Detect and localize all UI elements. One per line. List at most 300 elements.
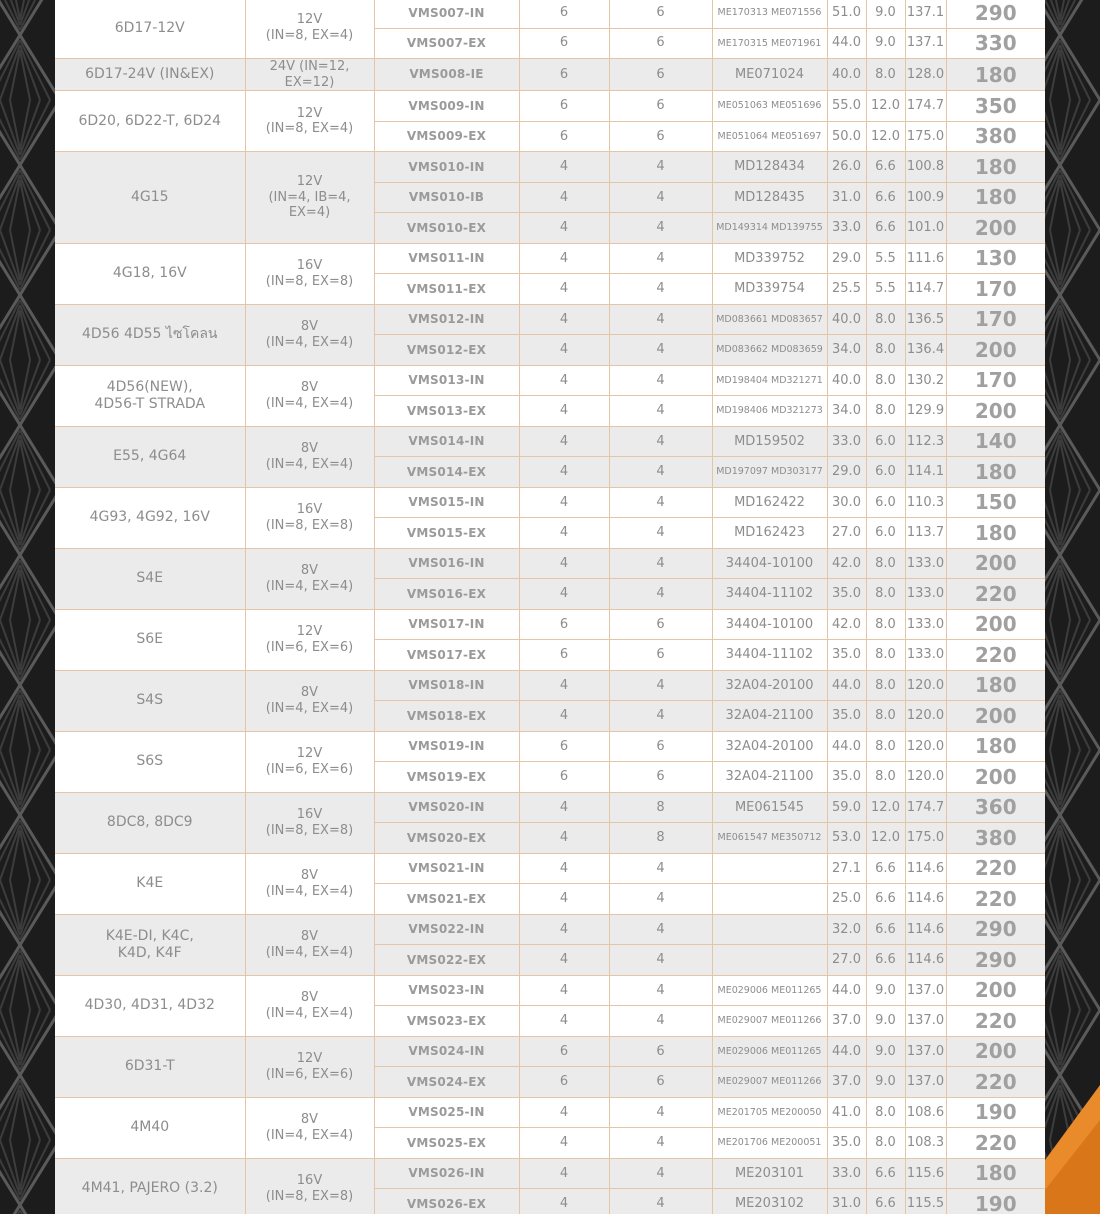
engine-cell: 4D30, 4D31, 4D32 bbox=[55, 975, 245, 1036]
valve-count-cell: 8V (IN=4, EX=4) bbox=[245, 365, 374, 426]
valve-count-cell: 8V (IN=4, EX=4) bbox=[245, 548, 374, 609]
oem-number-cell: ME071024 bbox=[712, 59, 827, 91]
qty-cell: 4 bbox=[519, 152, 609, 183]
engine-cell: 6D20, 6D22-T, 6D24 bbox=[55, 91, 245, 152]
engine-cell: 4G18, 16V bbox=[55, 243, 245, 304]
stem-diameter-cell: 8.0 bbox=[866, 59, 905, 91]
table-row bbox=[55, 731, 1045, 762]
part-number-cell: VMS009-EX bbox=[374, 121, 519, 152]
qty-cell: 4 bbox=[519, 548, 609, 579]
valve-count-cell: 8V (IN=4, EX=4) bbox=[245, 975, 374, 1036]
price-cell: 180 bbox=[946, 518, 1045, 549]
part-number-cell: VMS015-EX bbox=[374, 518, 519, 549]
qty-cell: 4 bbox=[609, 579, 712, 610]
valve-count-cell: 12V (IN=4, IB=4, EX=4) bbox=[245, 152, 374, 244]
qty-cell: 6 bbox=[609, 1067, 712, 1098]
head-diameter-cell: 25.5 bbox=[827, 274, 866, 305]
stem-diameter-cell: 5.5 bbox=[866, 274, 905, 305]
stem-diameter-cell: 8.0 bbox=[866, 304, 905, 335]
oem-number-cell: ME029006 ME011265 bbox=[712, 975, 827, 1006]
head-diameter-cell: 35.0 bbox=[827, 640, 866, 671]
oem-number-cell: MD149314 MD139755 bbox=[712, 213, 827, 244]
part-number-cell: VMS021-IN bbox=[374, 853, 519, 884]
stem-diameter-cell: 8.0 bbox=[866, 579, 905, 610]
stem-diameter-cell: 9.0 bbox=[866, 1006, 905, 1037]
valve-count-cell: 8V (IN=4, EX=4) bbox=[245, 304, 374, 365]
price-cell: 220 bbox=[946, 1128, 1045, 1159]
qty-cell: 4 bbox=[609, 304, 712, 335]
length-cell: 113.7 bbox=[905, 518, 946, 549]
oem-number-cell: ME061547 ME350712 bbox=[712, 823, 827, 854]
price-cell: 150 bbox=[946, 487, 1045, 518]
part-number-cell: VMS022-IN bbox=[374, 914, 519, 945]
length-cell: 114.1 bbox=[905, 457, 946, 488]
table-row bbox=[55, 365, 1045, 396]
part-number-cell: VMS020-EX bbox=[374, 823, 519, 854]
qty-cell: 6 bbox=[519, 731, 609, 762]
length-cell: 128.0 bbox=[905, 59, 946, 91]
table-row bbox=[55, 792, 1045, 823]
head-diameter-cell: 34.0 bbox=[827, 335, 866, 366]
price-cell: 180 bbox=[946, 59, 1045, 91]
price-cell: 200 bbox=[946, 701, 1045, 732]
head-diameter-cell: 34.0 bbox=[827, 396, 866, 427]
oem-number-cell: ME029007 ME011266 bbox=[712, 1006, 827, 1037]
price-cell: 180 bbox=[946, 670, 1045, 701]
stem-diameter-cell: 12.0 bbox=[866, 792, 905, 823]
length-cell: 129.9 bbox=[905, 396, 946, 427]
price-cell: 220 bbox=[946, 1067, 1045, 1098]
qty-cell: 4 bbox=[609, 182, 712, 213]
price-cell: 220 bbox=[946, 853, 1045, 884]
qty-cell: 8 bbox=[609, 792, 712, 823]
oem-number-cell: ME201706 ME200051 bbox=[712, 1128, 827, 1159]
part-number-cell: VMS025-IN bbox=[374, 1097, 519, 1128]
qty-cell: 4 bbox=[519, 884, 609, 915]
valve-count-cell: 8V (IN=4, EX=4) bbox=[245, 1097, 374, 1158]
price-cell: 200 bbox=[946, 1036, 1045, 1067]
table-row bbox=[55, 304, 1045, 335]
qty-cell: 4 bbox=[609, 457, 712, 488]
qty-cell: 4 bbox=[519, 701, 609, 732]
part-number-cell: VMS014-EX bbox=[374, 457, 519, 488]
qty-cell: 6 bbox=[609, 762, 712, 793]
stem-diameter-cell: 6.0 bbox=[866, 426, 905, 457]
table-row bbox=[55, 426, 1045, 457]
price-cell: 190 bbox=[946, 1189, 1045, 1214]
part-number-cell: VMS007-IN bbox=[374, 0, 519, 28]
valve-count-cell: 12V (IN=6, EX=6) bbox=[245, 609, 374, 670]
stem-diameter-cell: 9.0 bbox=[866, 28, 905, 59]
length-cell: 110.3 bbox=[905, 487, 946, 518]
qty-cell: 4 bbox=[519, 1189, 609, 1214]
stem-diameter-cell: 6.0 bbox=[866, 487, 905, 518]
stem-diameter-cell: 9.0 bbox=[866, 0, 905, 28]
price-cell: 170 bbox=[946, 304, 1045, 335]
qty-cell: 4 bbox=[519, 304, 609, 335]
oem-number-cell: MD083661 MD083657 bbox=[712, 304, 827, 335]
qty-cell: 4 bbox=[519, 1158, 609, 1189]
head-diameter-cell: 42.0 bbox=[827, 548, 866, 579]
price-cell: 200 bbox=[946, 548, 1045, 579]
oem-number-cell: 32A04-20100 bbox=[712, 670, 827, 701]
table-row bbox=[55, 91, 1045, 122]
stem-diameter-cell: 8.0 bbox=[866, 701, 905, 732]
head-diameter-cell: 33.0 bbox=[827, 1158, 866, 1189]
engine-cell: K4E bbox=[55, 853, 245, 914]
part-number-cell: VMS010-IN bbox=[374, 152, 519, 183]
stem-diameter-cell: 6.6 bbox=[866, 213, 905, 244]
engine-cell: 4M40 bbox=[55, 1097, 245, 1158]
head-diameter-cell: 50.0 bbox=[827, 121, 866, 152]
qty-cell: 4 bbox=[519, 792, 609, 823]
oem-number-cell: 32A04-20100 bbox=[712, 731, 827, 762]
engine-cell: E55, 4G64 bbox=[55, 426, 245, 487]
valve-count-cell: 16V (IN=8, EX=8) bbox=[245, 1158, 374, 1214]
price-cell: 200 bbox=[946, 213, 1045, 244]
qty-cell: 4 bbox=[519, 914, 609, 945]
qty-cell: 4 bbox=[609, 914, 712, 945]
length-cell: 115.5 bbox=[905, 1189, 946, 1214]
stem-diameter-cell: 8.0 bbox=[866, 670, 905, 701]
oem-number-cell: ME051064 ME051697 bbox=[712, 121, 827, 152]
engine-cell: S4S bbox=[55, 670, 245, 731]
oem-number-cell: ME029006 ME011265 bbox=[712, 1036, 827, 1067]
oem-number-cell: 32A04-21100 bbox=[712, 762, 827, 793]
length-cell: 114.6 bbox=[905, 914, 946, 945]
length-cell: 137.1 bbox=[905, 28, 946, 59]
stem-diameter-cell: 6.6 bbox=[866, 152, 905, 183]
length-cell: 115.6 bbox=[905, 1158, 946, 1189]
length-cell: 120.0 bbox=[905, 701, 946, 732]
stem-diameter-cell: 6.6 bbox=[866, 1158, 905, 1189]
qty-cell: 4 bbox=[519, 243, 609, 274]
engine-cell: K4E-DI, K4C, K4D, K4F bbox=[55, 914, 245, 975]
table-row bbox=[55, 1097, 1045, 1128]
valve-count-cell: 12V (IN=8, EX=4) bbox=[245, 91, 374, 152]
valve-count-cell: 24V (IN=12, EX=12) bbox=[245, 59, 374, 91]
part-number-cell: VMS023-IN bbox=[374, 975, 519, 1006]
oem-number-cell: MD162422 bbox=[712, 487, 827, 518]
length-cell: 136.4 bbox=[905, 335, 946, 366]
valve-count-cell: 12V (IN=6, EX=6) bbox=[245, 1036, 374, 1097]
stem-diameter-cell: 8.0 bbox=[866, 731, 905, 762]
part-number-cell: VMS011-IN bbox=[374, 243, 519, 274]
engine-cell: 6D17-24V (IN&EX) bbox=[55, 59, 245, 91]
oem-number-cell: ME203102 bbox=[712, 1189, 827, 1214]
valve-count-cell: 16V (IN=8, EX=8) bbox=[245, 243, 374, 304]
qty-cell: 4 bbox=[609, 426, 712, 457]
head-diameter-cell: 35.0 bbox=[827, 701, 866, 732]
oem-number-cell: MD339752 bbox=[712, 243, 827, 274]
table-row bbox=[55, 152, 1045, 183]
engine-cell: 8DC8, 8DC9 bbox=[55, 792, 245, 853]
price-cell: 220 bbox=[946, 579, 1045, 610]
oem-number-cell: 34404-10100 bbox=[712, 609, 827, 640]
price-cell: 360 bbox=[946, 792, 1045, 823]
part-number-cell: VMS026-IN bbox=[374, 1158, 519, 1189]
qty-cell: 4 bbox=[519, 426, 609, 457]
qty-cell: 6 bbox=[519, 59, 609, 91]
table-row bbox=[55, 0, 1045, 28]
oem-number-cell: MD083662 MD083659 bbox=[712, 335, 827, 366]
head-diameter-cell: 29.0 bbox=[827, 457, 866, 488]
qty-cell: 4 bbox=[519, 1097, 609, 1128]
head-diameter-cell: 31.0 bbox=[827, 182, 866, 213]
qty-cell: 4 bbox=[519, 487, 609, 518]
head-diameter-cell: 44.0 bbox=[827, 731, 866, 762]
table-row bbox=[55, 59, 1045, 91]
head-diameter-cell: 44.0 bbox=[827, 1036, 866, 1067]
qty-cell: 4 bbox=[609, 670, 712, 701]
price-cell: 190 bbox=[946, 1097, 1045, 1128]
part-number-cell: VMS025-EX bbox=[374, 1128, 519, 1159]
head-diameter-cell: 51.0 bbox=[827, 0, 866, 28]
stem-diameter-cell: 9.0 bbox=[866, 1067, 905, 1098]
table-row bbox=[55, 1036, 1045, 1067]
price-cell: 170 bbox=[946, 365, 1045, 396]
qty-cell: 4 bbox=[609, 975, 712, 1006]
valve-count-cell: 8V (IN=4, EX=4) bbox=[245, 670, 374, 731]
stem-diameter-cell: 8.0 bbox=[866, 548, 905, 579]
valve-count-cell: 8V (IN=4, EX=4) bbox=[245, 914, 374, 975]
stem-diameter-cell: 6.6 bbox=[866, 853, 905, 884]
qty-cell: 4 bbox=[609, 365, 712, 396]
oem-number-cell: ME051063 ME051696 bbox=[712, 91, 827, 122]
engine-cell: 6D17-12V bbox=[55, 0, 245, 59]
length-cell: 137.0 bbox=[905, 1036, 946, 1067]
length-cell: 130.2 bbox=[905, 365, 946, 396]
table-row bbox=[55, 975, 1045, 1006]
table-row bbox=[55, 1158, 1045, 1189]
length-cell: 137.1 bbox=[905, 0, 946, 28]
length-cell: 108.6 bbox=[905, 1097, 946, 1128]
part-number-cell: VMS016-EX bbox=[374, 579, 519, 610]
stem-diameter-cell: 6.0 bbox=[866, 457, 905, 488]
length-cell: 111.6 bbox=[905, 243, 946, 274]
part-number-cell: VMS024-EX bbox=[374, 1067, 519, 1098]
valve-count-cell: 8V (IN=4, EX=4) bbox=[245, 853, 374, 914]
head-diameter-cell: 41.0 bbox=[827, 1097, 866, 1128]
length-cell: 100.8 bbox=[905, 152, 946, 183]
qty-cell: 4 bbox=[519, 975, 609, 1006]
qty-cell: 4 bbox=[609, 396, 712, 427]
head-diameter-cell: 26.0 bbox=[827, 152, 866, 183]
valve-spec-table bbox=[55, 0, 1045, 1214]
part-number-cell: VMS010-IB bbox=[374, 182, 519, 213]
stem-diameter-cell: 6.0 bbox=[866, 518, 905, 549]
valve-count-cell: 12V (IN=6, EX=6) bbox=[245, 731, 374, 792]
table-row bbox=[55, 853, 1045, 884]
head-diameter-cell: 42.0 bbox=[827, 609, 866, 640]
length-cell: 175.0 bbox=[905, 121, 946, 152]
qty-cell: 4 bbox=[609, 274, 712, 305]
oem-number-cell: MD198406 MD321273 bbox=[712, 396, 827, 427]
table-row bbox=[55, 243, 1045, 274]
qty-cell: 6 bbox=[519, 28, 609, 59]
price-cell: 380 bbox=[946, 823, 1045, 854]
engine-cell: 4G15 bbox=[55, 152, 245, 244]
table-row bbox=[55, 670, 1045, 701]
stem-diameter-cell: 8.0 bbox=[866, 762, 905, 793]
part-number-cell: VMS014-IN bbox=[374, 426, 519, 457]
oem-number-cell bbox=[712, 945, 827, 976]
qty-cell: 6 bbox=[519, 121, 609, 152]
qty-cell: 4 bbox=[609, 1097, 712, 1128]
length-cell: 120.0 bbox=[905, 670, 946, 701]
stem-diameter-cell: 6.6 bbox=[866, 884, 905, 915]
price-cell: 350 bbox=[946, 91, 1045, 122]
length-cell: 133.0 bbox=[905, 548, 946, 579]
head-diameter-cell: 33.0 bbox=[827, 426, 866, 457]
qty-cell: 4 bbox=[519, 274, 609, 305]
length-cell: 175.0 bbox=[905, 823, 946, 854]
stem-diameter-cell: 8.0 bbox=[866, 396, 905, 427]
part-number-cell: VMS007-EX bbox=[374, 28, 519, 59]
oem-number-cell bbox=[712, 914, 827, 945]
price-cell: 380 bbox=[946, 121, 1045, 152]
qty-cell: 4 bbox=[519, 1006, 609, 1037]
length-cell: 120.0 bbox=[905, 731, 946, 762]
head-diameter-cell: 27.1 bbox=[827, 853, 866, 884]
length-cell: 137.0 bbox=[905, 1006, 946, 1037]
qty-cell: 6 bbox=[609, 609, 712, 640]
qty-cell: 4 bbox=[519, 365, 609, 396]
oem-number-cell: 34404-10100 bbox=[712, 548, 827, 579]
qty-cell: 4 bbox=[609, 1158, 712, 1189]
qty-cell: 4 bbox=[609, 335, 712, 366]
price-cell: 330 bbox=[946, 28, 1045, 59]
price-cell: 200 bbox=[946, 396, 1045, 427]
head-diameter-cell: 27.0 bbox=[827, 518, 866, 549]
qty-cell: 6 bbox=[609, 640, 712, 671]
oem-number-cell bbox=[712, 853, 827, 884]
price-cell: 200 bbox=[946, 762, 1045, 793]
price-cell: 180 bbox=[946, 152, 1045, 183]
length-cell: 137.0 bbox=[905, 975, 946, 1006]
spec-sheet bbox=[55, 0, 1045, 1214]
valve-count-cell: 8V (IN=4, EX=4) bbox=[245, 426, 374, 487]
valve-count-cell: 16V (IN=8, EX=8) bbox=[245, 487, 374, 548]
head-diameter-cell: 32.0 bbox=[827, 914, 866, 945]
qty-cell: 8 bbox=[609, 823, 712, 854]
price-cell: 220 bbox=[946, 1006, 1045, 1037]
stem-diameter-cell: 6.6 bbox=[866, 1189, 905, 1214]
qty-cell: 6 bbox=[609, 28, 712, 59]
part-number-cell: VMS026-EX bbox=[374, 1189, 519, 1214]
part-number-cell: VMS012-EX bbox=[374, 335, 519, 366]
oem-number-cell: ME029007 ME011266 bbox=[712, 1067, 827, 1098]
part-number-cell: VMS011-EX bbox=[374, 274, 519, 305]
part-number-cell: VMS018-EX bbox=[374, 701, 519, 732]
oem-number-cell: 34404-11102 bbox=[712, 640, 827, 671]
stem-diameter-cell: 6.6 bbox=[866, 914, 905, 945]
oem-number-cell: MD198404 MD321271 bbox=[712, 365, 827, 396]
qty-cell: 6 bbox=[519, 640, 609, 671]
oem-number-cell: MD128435 bbox=[712, 182, 827, 213]
part-number-cell: VMS018-IN bbox=[374, 670, 519, 701]
qty-cell: 6 bbox=[519, 0, 609, 28]
price-cell: 200 bbox=[946, 335, 1045, 366]
head-diameter-cell: 30.0 bbox=[827, 487, 866, 518]
price-cell: 180 bbox=[946, 731, 1045, 762]
stem-diameter-cell: 8.0 bbox=[866, 1128, 905, 1159]
qty-cell: 4 bbox=[519, 182, 609, 213]
stem-diameter-cell: 12.0 bbox=[866, 823, 905, 854]
price-cell: 130 bbox=[946, 243, 1045, 274]
engine-cell: S4E bbox=[55, 548, 245, 609]
price-cell: 180 bbox=[946, 1158, 1045, 1189]
qty-cell: 4 bbox=[609, 213, 712, 244]
price-cell: 140 bbox=[946, 426, 1045, 457]
oem-number-cell: MD159502 bbox=[712, 426, 827, 457]
part-number-cell: VMS017-EX bbox=[374, 640, 519, 671]
part-number-cell: VMS016-IN bbox=[374, 548, 519, 579]
engine-cell: 6D31-T bbox=[55, 1036, 245, 1097]
head-diameter-cell: 37.0 bbox=[827, 1067, 866, 1098]
stem-diameter-cell: 8.0 bbox=[866, 609, 905, 640]
engine-cell: 4D56(NEW), 4D56-T STRADA bbox=[55, 365, 245, 426]
qty-cell: 4 bbox=[519, 945, 609, 976]
qty-cell: 4 bbox=[609, 243, 712, 274]
length-cell: 133.0 bbox=[905, 609, 946, 640]
part-number-cell: VMS010-EX bbox=[374, 213, 519, 244]
valve-count-cell: 12V (IN=8, EX=4) bbox=[245, 0, 374, 59]
qty-cell: 4 bbox=[519, 853, 609, 884]
qty-cell: 4 bbox=[609, 1006, 712, 1037]
stem-diameter-cell: 8.0 bbox=[866, 1097, 905, 1128]
stem-diameter-cell: 12.0 bbox=[866, 121, 905, 152]
qty-cell: 6 bbox=[519, 91, 609, 122]
engine-cell: 4M41, PAJERO (3.2) bbox=[55, 1158, 245, 1214]
stem-diameter-cell: 8.0 bbox=[866, 365, 905, 396]
price-cell: 200 bbox=[946, 609, 1045, 640]
qty-cell: 4 bbox=[519, 670, 609, 701]
qty-cell: 6 bbox=[519, 1067, 609, 1098]
part-number-cell: VMS019-EX bbox=[374, 762, 519, 793]
qty-cell: 6 bbox=[609, 731, 712, 762]
price-cell: 180 bbox=[946, 182, 1045, 213]
length-cell: 100.9 bbox=[905, 182, 946, 213]
oem-number-cell: MD128434 bbox=[712, 152, 827, 183]
oem-number-cell: ME170313 ME071556 bbox=[712, 0, 827, 28]
oem-number-cell bbox=[712, 884, 827, 915]
table-row bbox=[55, 609, 1045, 640]
qty-cell: 4 bbox=[609, 1128, 712, 1159]
part-number-cell: VMS012-IN bbox=[374, 304, 519, 335]
qty-cell: 4 bbox=[519, 457, 609, 488]
qty-cell: 4 bbox=[609, 884, 712, 915]
length-cell: 112.3 bbox=[905, 426, 946, 457]
stem-diameter-cell: 8.0 bbox=[866, 640, 905, 671]
part-number-cell: VMS023-EX bbox=[374, 1006, 519, 1037]
engine-cell: S6E bbox=[55, 609, 245, 670]
length-cell: 114.7 bbox=[905, 274, 946, 305]
stem-diameter-cell: 6.6 bbox=[866, 182, 905, 213]
head-diameter-cell: 53.0 bbox=[827, 823, 866, 854]
head-diameter-cell: 35.0 bbox=[827, 1128, 866, 1159]
price-cell: 290 bbox=[946, 945, 1045, 976]
length-cell: 174.7 bbox=[905, 792, 946, 823]
qty-cell: 4 bbox=[519, 335, 609, 366]
qty-cell: 6 bbox=[519, 762, 609, 793]
valve-count-cell: 16V (IN=8, EX=8) bbox=[245, 792, 374, 853]
part-number-cell: VMS022-EX bbox=[374, 945, 519, 976]
price-cell: 290 bbox=[946, 0, 1045, 28]
qty-cell: 6 bbox=[609, 59, 712, 91]
qty-cell: 6 bbox=[609, 0, 712, 28]
length-cell: 108.3 bbox=[905, 1128, 946, 1159]
